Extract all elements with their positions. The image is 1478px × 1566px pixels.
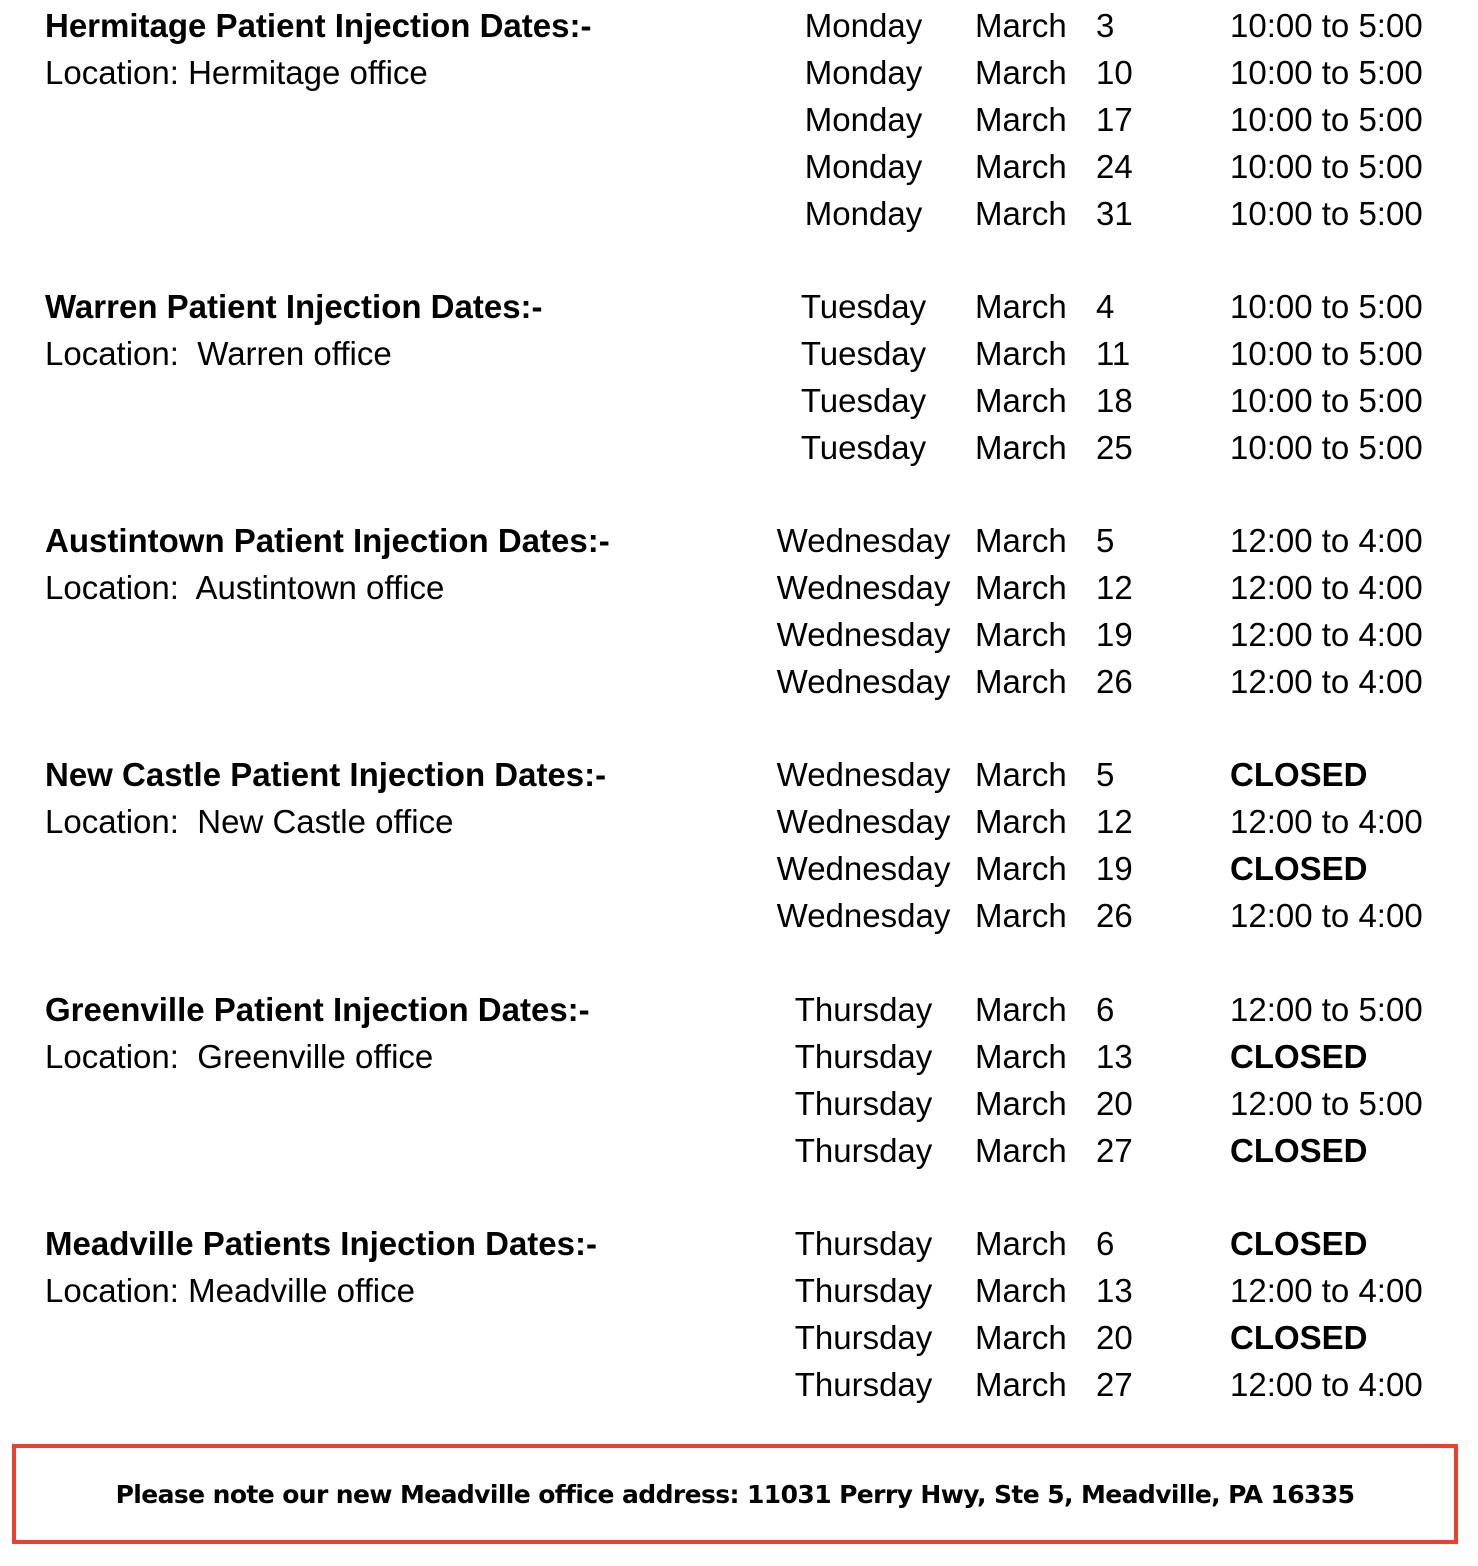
schedule-row [0,2,1478,49]
time-cell: 12:00 to 4:00 [1230,803,1423,840]
date-cell: 12 [1096,803,1133,840]
schedule-row [0,611,1478,658]
schedule-row [0,986,1478,1033]
time-cell: CLOSED [1230,1319,1368,1356]
section-title: New Castle Patient Injection Dates:- [45,756,607,793]
section-location: Location: Greenville office [45,1038,434,1075]
time-cell: 10:00 to 5:00 [1230,7,1423,44]
month-cell: March [975,1272,1067,1309]
date-cell: 3 [1096,7,1115,44]
date-cell: 26 [1096,663,1133,700]
day-cell: Thursday [794,1132,933,1169]
schedule-row [0,1267,1478,1314]
time-cell: 12:00 to 5:00 [1230,1085,1423,1122]
date-cell: 11 [1096,335,1131,372]
date-cell: 13 [1096,1272,1133,1309]
time-cell: CLOSED [1230,756,1368,793]
section-location: Location: New Castle office [45,803,454,840]
day-cell: Wednesday [776,756,951,793]
month-cell: March [975,803,1067,840]
address-notice-text: Please note our new Meadville office address: 11031 Perry Hwy, Ste 5, Meadville, PA 16335 [115,1479,1355,1509]
day-cell: Wednesday [776,663,951,700]
month-cell: March [975,7,1067,44]
month-cell: March [975,756,1067,793]
time-cell: 10:00 to 5:00 [1230,195,1423,232]
schedule-row [0,1033,1478,1080]
date-cell: 19 [1096,616,1133,653]
time-cell: 10:00 to 5:00 [1230,335,1423,372]
time-cell: 12:00 to 4:00 [1230,897,1423,934]
month-cell: March [975,101,1067,138]
date-cell: 31 [1096,195,1133,232]
month-cell: March [975,1319,1067,1356]
day-cell: Monday [804,7,923,44]
section-title: Austintown Patient Injection Dates:- [45,522,610,559]
day-cell: Thursday [794,1272,933,1309]
day-cell: Thursday [794,1085,933,1122]
time-cell: 10:00 to 5:00 [1230,288,1423,325]
month-cell: March [975,522,1067,559]
time-cell: 10:00 to 5:00 [1230,429,1423,466]
day-cell: Monday [804,195,923,232]
month-cell: March [975,382,1067,419]
section-location: Location: Warren office [45,335,392,372]
time-cell: 10:00 to 5:00 [1230,148,1423,185]
section-title: Greenville Patient Injection Dates:- [45,991,590,1028]
time-cell: 10:00 to 5:00 [1230,382,1423,419]
schedule-row [0,190,1478,237]
month-cell: March [975,663,1067,700]
day-cell: Monday [804,101,923,138]
time-cell: CLOSED [1230,1225,1368,1262]
day-cell: Monday [804,148,923,185]
month-cell: March [975,335,1067,372]
schedule-row [0,751,1478,798]
date-cell: 10 [1096,54,1133,91]
time-cell: 12:00 to 4:00 [1230,1366,1423,1403]
time-cell: 12:00 to 4:00 [1230,1272,1423,1309]
month-cell: March [975,569,1067,606]
schedule-row [0,845,1478,892]
day-cell: Wednesday [776,803,951,840]
day-cell: Thursday [794,1225,933,1262]
section-location: Location: Austintown office [45,569,445,606]
date-cell: 25 [1096,429,1133,466]
date-cell: 5 [1096,522,1115,559]
day-cell: Wednesday [776,522,951,559]
schedule-row [0,1080,1478,1127]
schedule-row [0,96,1478,143]
date-cell: 24 [1096,148,1133,185]
day-cell: Tuesday [800,382,927,419]
date-cell: 17 [1096,101,1133,138]
time-cell: 12:00 to 4:00 [1230,522,1423,559]
month-cell: March [975,1085,1067,1122]
month-cell: March [975,1225,1067,1262]
day-cell: Thursday [794,1319,933,1356]
month-cell: March [975,288,1067,325]
section-location: Location: Meadville office [45,1272,415,1309]
month-cell: March [975,54,1067,91]
month-cell: March [975,1132,1067,1169]
day-cell: Wednesday [776,897,951,934]
schedule-row [0,283,1478,330]
month-cell: March [975,850,1067,887]
date-cell: 12 [1096,569,1133,606]
section-title: Meadville Patients Injection Dates:- [45,1225,597,1262]
month-cell: March [975,991,1067,1028]
section-title: Hermitage Patient Injection Dates:- [45,7,592,44]
time-cell: 12:00 to 4:00 [1230,616,1423,653]
schedule-row [0,424,1478,471]
date-cell: 18 [1096,382,1133,419]
schedule-row [0,798,1478,845]
day-cell: Thursday [794,991,933,1028]
time-cell: CLOSED [1230,1132,1368,1169]
schedule-row [0,377,1478,424]
day-cell: Tuesday [800,288,927,325]
date-cell: 27 [1096,1132,1133,1169]
time-cell: CLOSED [1230,1038,1368,1075]
schedule-row [0,1127,1478,1174]
schedule-row [0,658,1478,705]
month-cell: March [975,148,1067,185]
schedule-row [0,330,1478,377]
schedule-row [0,1361,1478,1408]
schedule-row [0,892,1478,939]
month-cell: March [975,897,1067,934]
date-cell: 19 [1096,850,1133,887]
date-cell: 5 [1096,756,1115,793]
date-cell: 4 [1096,288,1115,325]
day-cell: Tuesday [800,429,927,466]
schedule-row [0,517,1478,564]
date-cell: 26 [1096,897,1133,934]
day-cell: Monday [804,54,923,91]
date-cell: 27 [1096,1366,1133,1403]
schedule-row [0,1220,1478,1267]
date-cell: 6 [1096,991,1115,1028]
schedule-row [0,1314,1478,1361]
date-cell: 20 [1096,1085,1133,1122]
schedule-row [0,49,1478,96]
day-cell: Wednesday [776,850,951,887]
time-cell: 12:00 to 4:00 [1230,663,1423,700]
month-cell: March [975,429,1067,466]
date-cell: 13 [1096,1038,1133,1075]
schedule-row [0,564,1478,611]
month-cell: March [975,195,1067,232]
date-cell: 20 [1096,1319,1133,1356]
month-cell: March [975,616,1067,653]
month-cell: March [975,1038,1067,1075]
day-cell: Thursday [794,1038,933,1075]
month-cell: March [975,1366,1067,1403]
day-cell: Thursday [794,1366,933,1403]
day-cell: Wednesday [776,569,951,606]
day-cell: Tuesday [800,335,927,372]
time-cell: 10:00 to 5:00 [1230,54,1423,91]
section-location: Location: Hermitage office [45,54,428,91]
section-title: Warren Patient Injection Dates:- [45,288,543,325]
date-cell: 6 [1096,1225,1115,1262]
day-cell: Wednesday [776,616,951,653]
address-notice-box [12,1444,1458,1544]
schedule-row [0,143,1478,190]
time-cell: 12:00 to 5:00 [1230,991,1423,1028]
time-cell: 12:00 to 4:00 [1230,569,1423,606]
time-cell: CLOSED [1230,850,1368,887]
time-cell: 10:00 to 5:00 [1230,101,1423,138]
